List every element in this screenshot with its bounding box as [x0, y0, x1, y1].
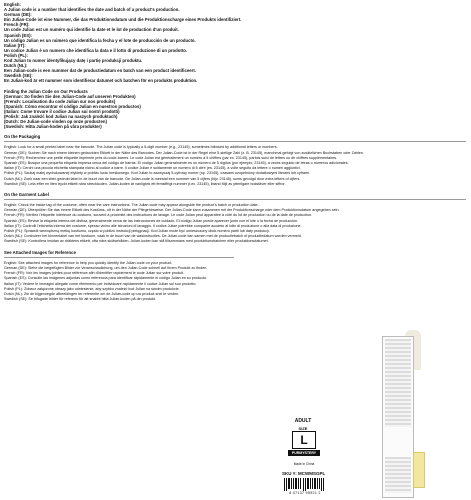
tag-barcode-number: 8 07137 99921 2: [289, 491, 321, 495]
finding-line: (Polish: Jak znaleźć kod Julian na naszych produktach): [4, 113, 118, 119]
attached-heading: See Attached Images for Reference: [4, 249, 76, 255]
garment-line: English: Check the inside tag of the costume, often near the care instructions. The Julian code may appear alongside the product's batch or production date.: [4, 203, 259, 208]
intro-line: German (DE):: [4, 12, 32, 18]
document-body: [4, 2, 466, 302]
packaging-line: Swedish (SE): Leta efter en liten tryckt etikett nära streckkoden. Julian-koden är vanligtvis ett femsiffrigt nummer (t.ex. 23145), ibland följt av ytterligare bokstäver eller siffror.: [4, 181, 286, 186]
garment-line: French (FR): Vérifiez l'étiquette intérieure du costume, souvent à proximité des instructions de lavage. Le code Julian peut apparaître à côté du lot de production ou de la date de production.: [4, 213, 313, 218]
intro-line: Dutch (NL):: [4, 63, 28, 69]
size-tag-image: [262, 418, 344, 498]
tag-brand-logo: PURMYSTERY: [288, 450, 320, 456]
packaging-section: [4, 145, 466, 187]
garment-heading: On the Garment Label: [4, 191, 49, 197]
intro-line: Italian (IT):: [4, 42, 26, 48]
intro-line: English:: [4, 2, 21, 7]
garment-line: Swedish (SE): Kontrollera insidan av dräktens etikett, ofta nära skötselråden. Julian-koden kan stå tillsammans med produktionsbatchen eller produktionsdatumet.: [4, 239, 269, 244]
divider: [4, 141, 466, 142]
attached-line: Italian (IT): Vedere le immagini allegate come riferimento per individuare rapidamente il codice Julian sul suo prodotto.: [4, 281, 197, 286]
finding-line: (Spanish: Cómo encontrar el código Julian en nuestros productos): [4, 103, 141, 109]
packaging-line: German (DE): Suchen Sie nach einem kleinen gedruckten Etikett in der Nähe des Barcodes. Der Julian-Code ist in der Regel eine 5-stellige Zahl (z. B. 23145), manchmal gefolgt von zusätzlichen Buchstaben oder Zahlen.: [4, 150, 364, 155]
tag-sku: SKU #: MCWMSGPL: [282, 471, 326, 476]
attached-line: French (FR): Voir les images jointes pour référence afin d'identifier rapidement le code Julian sur votre produit.: [4, 271, 185, 276]
attached-line: Dutch (NL): Zie de bijgevoegde afbeeldingen ter referentie om de Julian-code op uw product snel te vinden.: [4, 292, 180, 296]
finding-line: (Swedish: Hitta Julian-koden på våra produkter): [4, 124, 102, 130]
intro-line: Een Julian-code is een nummer dat de productiedatum en batch van een product identificeert.: [4, 68, 196, 74]
packaging-line: French (FR): Recherchez une petite étiquette imprimée près du code-barres. Le code Julian est généralement un numéro à 5 chiffres (par ex. 23145), parfois suivi de lettres ou de chiffres supplémentaires.: [4, 155, 338, 160]
garment-section: [4, 203, 466, 245]
finding-line: (Dutch: De Julian-code vinden op onze producten): [4, 119, 107, 125]
attached-section: [4, 261, 466, 303]
garment-line: Spanish (ES): Revise la etiqueta interna del disfraz, generalmente cerca de las instrucciones de cuidado. El código Julian puede aparecer junto con el lote o la fecha de producción.: [4, 218, 299, 223]
finding-line: (French: Localisation du code Julian sur nos produits): [4, 98, 116, 104]
tag-adult-label: ADULT: [294, 418, 312, 424]
garment-line: Italian (IT): Controlli l'etichetta interna del costume, spesso vicino alle istruzioni di lavaggio. Il codice Julian potrebbe comparire accanto al lotto di produzione o alla data di produzione.: [4, 223, 302, 228]
care-label-text-block: [385, 339, 411, 427]
intro-line: En Julian-kod är ett nummer som identifierar datumet och batchen för en produkts produktion.: [4, 78, 198, 84]
intro-line: Swedish (SE):: [4, 73, 33, 79]
packaging-line: English: Look for a small printed label near the barcode. The Julian code is typically a 5-digit number (e.g., 23145), sometimes followed by additional letters or numbers.: [4, 145, 278, 150]
divider: [4, 257, 234, 258]
finding-line: (German: So finden Sie den Julian-Code auf unseren Produkten): [4, 93, 136, 99]
packaging-heading: On the Packaging: [4, 134, 41, 140]
packaging-line: Italian (IT): Cerchi una piccola etichetta stampata vicino al codice a barre. Il codice Julian è solitamente un numero di 5 cifre (es. 23145), a volte seguito da lettere o numeri aggiuntivi.: [4, 166, 301, 171]
intro-line: Un codice Julian è un numero che identifica la data e il lotto di produzione di un prodotto.: [4, 47, 188, 53]
tag-size-label: SIZE: [298, 426, 308, 431]
tag-size-value: L: [292, 431, 316, 449]
care-label-image: [382, 336, 414, 498]
packaging-line: Polish (PL): Szukaj małej wydrukowanej etykiety w pobliżu kodu kreskowego. Kod Julian to zazwyczaj 5-cyfrowy numer (np. 23145), czasami uzupełniony dodatkowymi literami lub cyframi.: [4, 171, 310, 176]
intro-line: Kod Julian to numer identyfikujący datę i partię produkcji produktu.: [4, 58, 143, 64]
packaging-line: Dutch (NL): Zoek naar een klein gedrukt label in de buurt van de barcode. De Julian-code is meestal een nummer van 5 cijfers (bijv. 23145), soms gevolgd door extra letters of cijfers.: [4, 176, 301, 181]
attached-line: English: See attached images for reference to help you quickly identify the Julian code on your product.: [4, 260, 173, 265]
care-label-text-block: [385, 457, 411, 493]
attached-line: Swedish (SE): Se bifogade bilder för referens för att snabbt hitta Julian-koden på din produkt.: [4, 297, 156, 302]
attached-line: German (DE): Siehe die beigefügten Bilder zur Veranschaulichung, um den Julian-Code schnell auf Ihrem Produkt zu finden.: [4, 265, 208, 270]
intro-line: Ein Julian-Code ist eine Nummer, die das Produktionsdatum und die Produktionscharge eines Produkts identifiziert.: [4, 17, 242, 23]
intro-line: French (FR):: [4, 22, 30, 28]
garment-line: Dutch (NL): Controleer het binnenlabel van het kostuum, vaak in de buurt van de wasinstructies. De Julian-code kan samen met de productiebatch of productiedatum worden vermeld.: [4, 234, 302, 239]
julian-code-highlight: [413, 452, 425, 488]
finding-line: Finding the Julian Code on Our Products: [4, 88, 88, 94]
intro-section: [4, 2, 466, 84]
barcode-icon: [284, 478, 324, 491]
garment-line: German (DE): Überprüfen Sie das innere Etikett des Kostüms, oft in der Nähe der Pflegehinweise. Der Julian-Code kann zusammen mit der Produktionscharge oder dem Produktionsdatum angegeben sein.: [4, 208, 340, 213]
intro-line: Un código Julian es un número que identifica la fecha y el lote de producción de un producto.: [4, 37, 196, 43]
intro-line: Spanish (ES):: [4, 32, 32, 38]
intro-line: Polish (PL):: [4, 52, 28, 58]
attached-line: Spanish (ES): Consulte las imágenes adjuntas como referencia para identificar rápidamente el código Julian en su producto.: [4, 276, 208, 281]
tag-made-in: Made in China: [293, 462, 315, 466]
divider: [4, 199, 466, 200]
attached-line: Polish (PL): Zobacz załączone obrazy jako odniesienie, aby szybko znaleźć kod Julian na swoim produkcie.: [4, 286, 180, 291]
finding-line: (Italian: Come trovare il codice Julian sui nostri prodotti): [4, 108, 120, 114]
finding-section: [4, 89, 466, 130]
intro-line: Un code Julian est un numéro qui identifie la date et le lot de production d'un produit.: [4, 27, 179, 33]
garment-line: Polish (PL): Sprawdź wewnętrzną metkę kostiumu, często w pobliżu instrukcji pielęgnacji. Kod Julian może być umieszczony obok numeru partii lub daty produkcji.: [4, 229, 270, 234]
intro-line: A Julian code is a number that identifies the date and batch of a product's production.: [4, 7, 180, 13]
packaging-line: Spanish (ES): Busque una pequeña etiqueta impresa cerca del código de barras. El código Julian generalmente es un número de 5 dígitos (por ejemplo, 23145), a veces seguido de letras o números adicionales.: [4, 160, 349, 165]
